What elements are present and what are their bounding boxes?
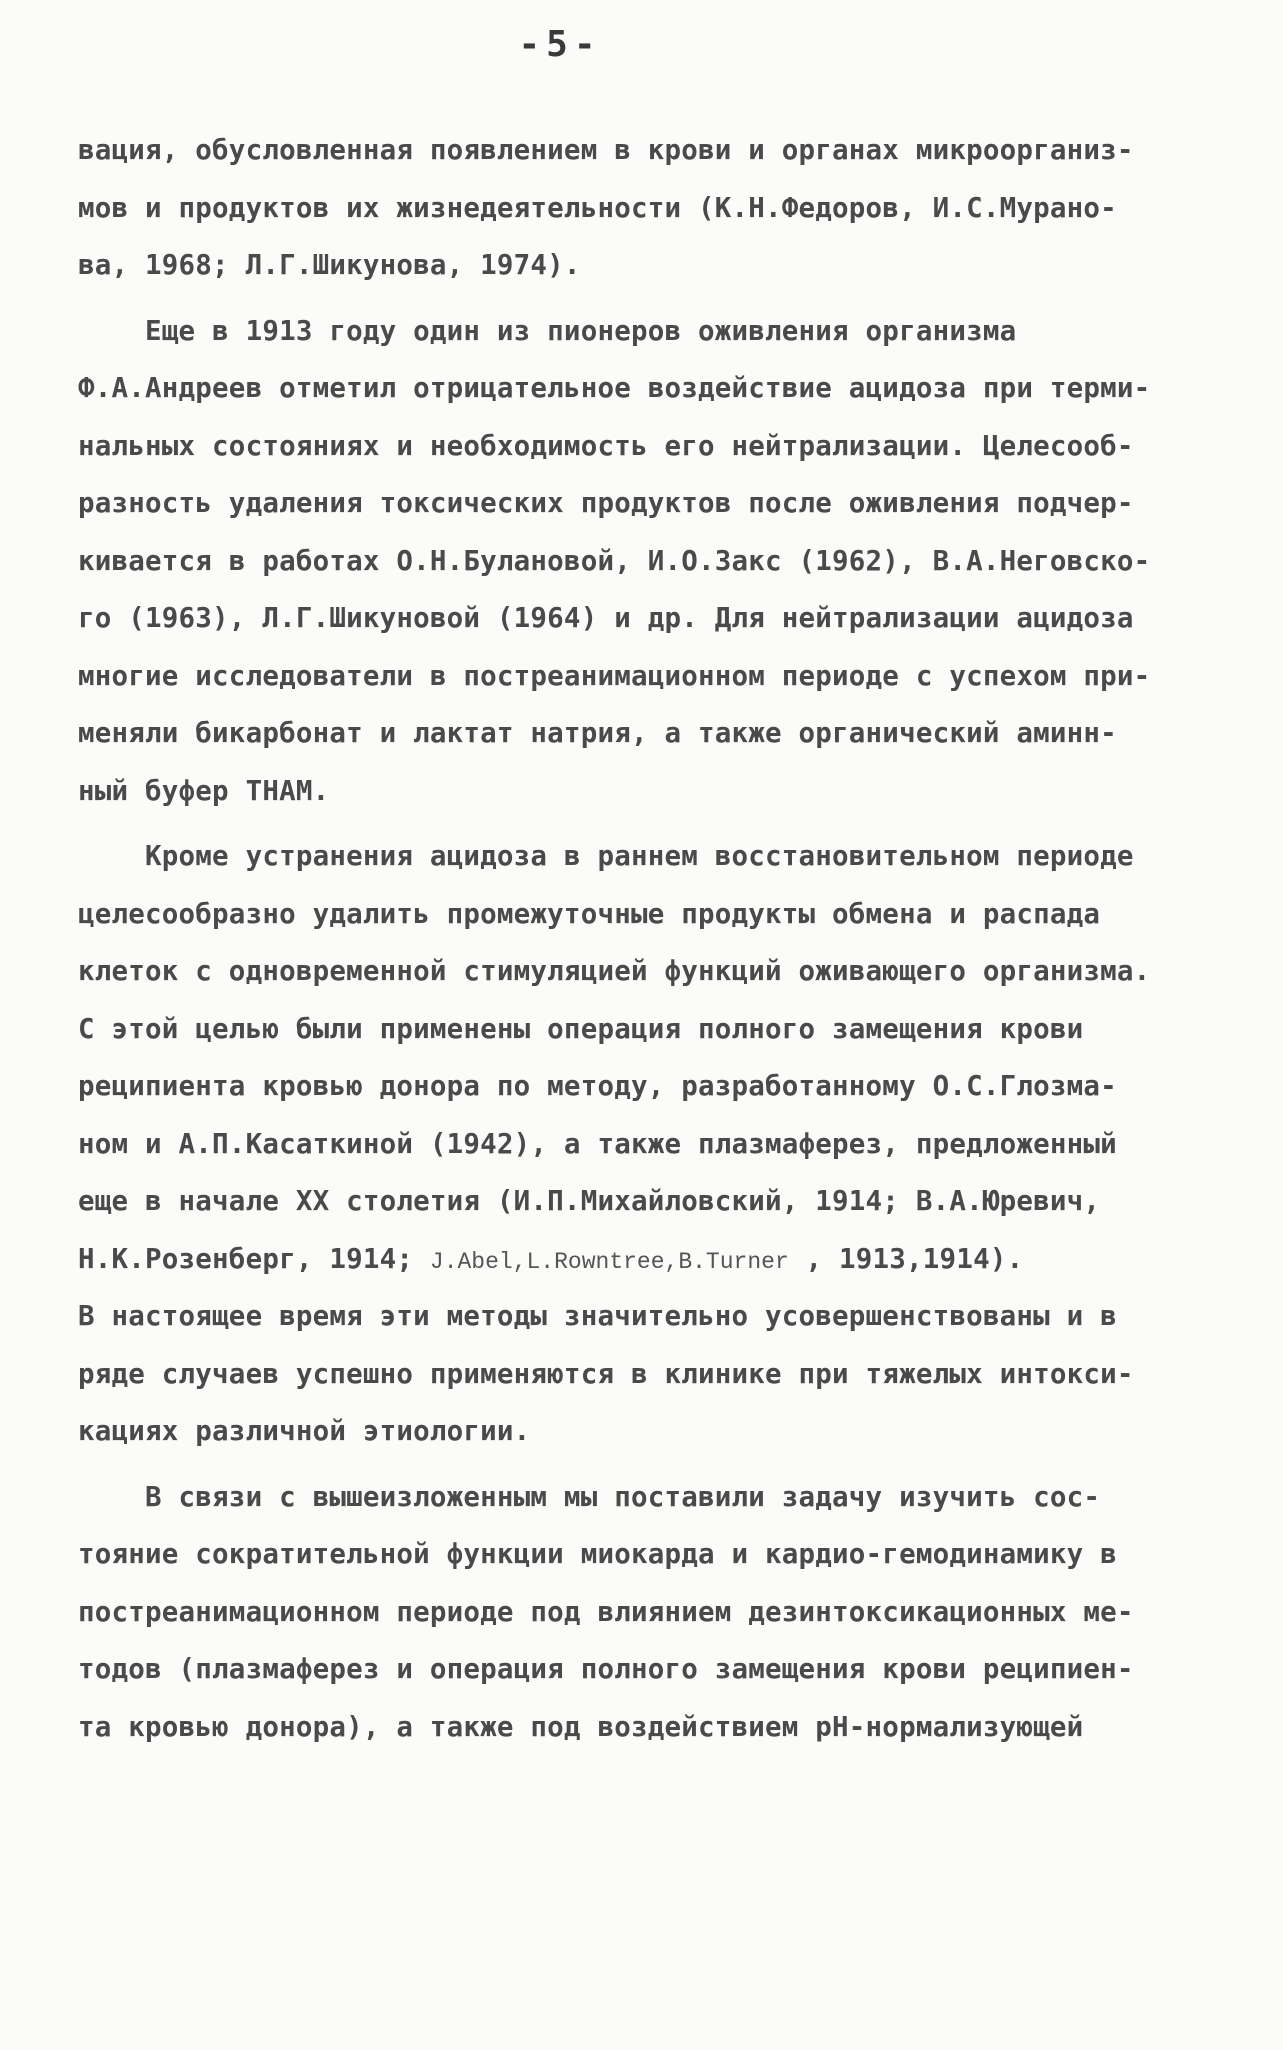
text-line: многие исследователи в постреанимационном периоде с успехом при- — [78, 659, 1151, 692]
paragraph-4 — [78, 1469, 1178, 1757]
text-segment: , 1913,1914). — [788, 1242, 1024, 1275]
text-line: тодов (плазмаферез и операция полного замещения крови реципиен- — [78, 1653, 1134, 1685]
text-line: кивается в работах О.Н.Булановой, И.О.Закс (1962), В.А.Неговско- — [78, 544, 1151, 577]
page-number: -5- — [518, 24, 602, 65]
text-line: Кроме устранения ацидоза в раннем восстановительном периоде — [78, 840, 1134, 872]
text-line: еще в начале XX столетия (И.П.Михайловский, 1914; В.А.Юревич, — [78, 1185, 1101, 1217]
text-line: клеток с одновременной стимуляцией функций оживающего организма. — [78, 955, 1151, 987]
text-line: постреанимационном периоде под влиянием дезинтоксикационных ме- — [78, 1595, 1134, 1628]
text-line: мов и продуктов их жизнедеятельности (К.Н.Федоров, И.С.Мурано- — [78, 191, 1117, 224]
paragraph-1 — [78, 122, 1178, 295]
text-line: кациях различной этиологии. — [78, 1415, 531, 1447]
latin-citation: J.Abel,L.Rowntree,B.Turner — [429, 1248, 789, 1275]
text-line: разность удаления токсических продуктов после оживления подчер- — [78, 487, 1134, 519]
paragraph-2 — [78, 303, 1178, 821]
text-line: ряде случаев успешно применяются в клинике при тяжелых интокси- — [78, 1357, 1134, 1390]
text-line: нальных состояниях и необходимость его нейтрализации. Целесооб- — [78, 429, 1134, 462]
text-line: С этой целью были применены операция полного замещения крови — [78, 1012, 1084, 1045]
text-segment: Н.К.Розенберг, 1914; — [78, 1242, 430, 1275]
text-line: ва, 1968; Л.Г.Шикунова, 1974). — [78, 249, 581, 281]
text-line: го (1963), Л.Г.Шикуновой (1964) и др. Для нейтрализации ацидоза — [78, 602, 1134, 634]
text-line: ный буфер ТНАМ. — [78, 774, 330, 807]
text-line: целесообразно удалить промежуточные продукты обмена и распада — [78, 897, 1101, 930]
text-line: вация, обусловленная появлением в крови и органах микроорганиз- — [78, 134, 1134, 166]
text-line: реципиента кровью донора по методу, разработанному О.С.Глозма- — [78, 1070, 1117, 1102]
text-line: Ф.А.Андреев отметил отрицательное воздействие ацидоза при терми- — [78, 372, 1151, 404]
body-text — [78, 122, 1178, 1756]
text-line: тояние сократительной функции миокарда и кардио-гемодинамику в — [78, 1538, 1117, 1570]
mixed-text-line — [78, 1231, 1178, 1289]
text-line: В связи с вышеизложенным мы поставили задачу изучить сос- — [78, 1480, 1101, 1513]
text-line: Еще в 1913 году один из пионеров оживления организма — [78, 314, 1017, 347]
text-line: меняли бикарбонат и лактат натрия, а также органический аминн- — [78, 717, 1117, 749]
text-line: ном и А.П.Касаткиной (1942), а также плазмаферез, предложенный — [78, 1127, 1117, 1160]
text-line: та кровью донора), а также под воздействием pH-нормализующей — [78, 1710, 1084, 1743]
paragraph-3 — [78, 828, 1178, 1461]
text-line: В настоящее время эти методы значительно усовершенствованы и в — [78, 1300, 1117, 1332]
